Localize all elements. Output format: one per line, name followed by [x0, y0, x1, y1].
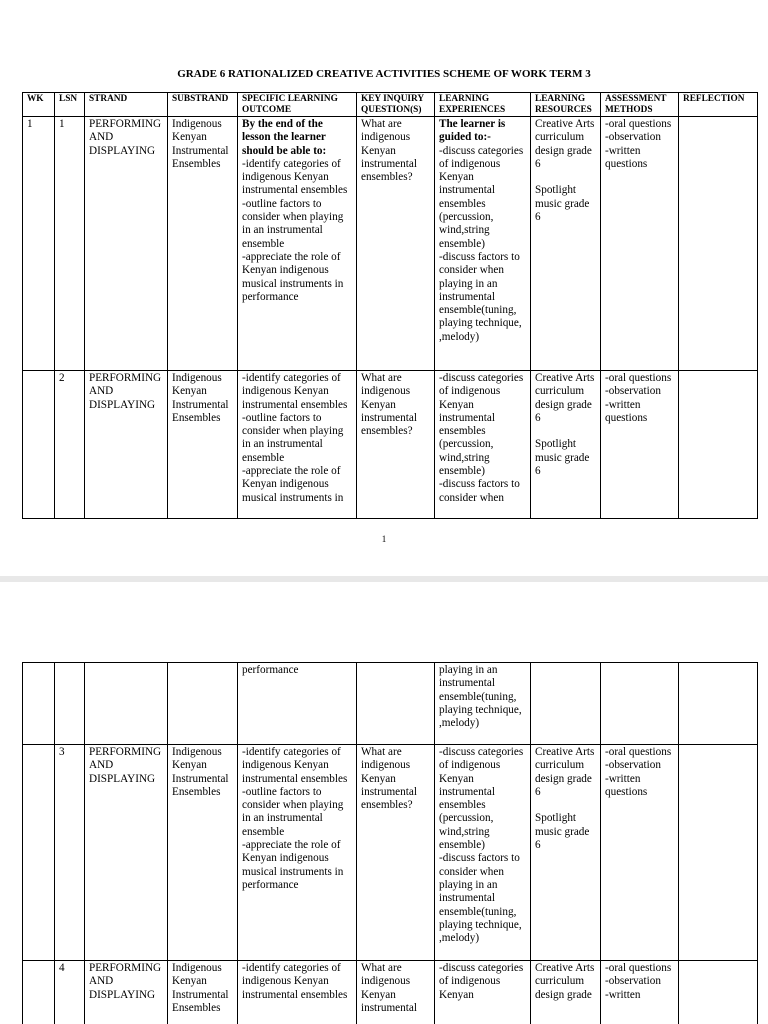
cell-key-inquiry-question: What are indigenous Kenyan instrumental ensembles?	[357, 371, 435, 519]
table-row	[23, 117, 758, 371]
cell-learning-experiences: -discuss categories of indigenous Kenyan instrumental ensembles (percussion, wind,string ensemble) -discuss factors to consider when playing in an instrumental ensemble(tuning, playing technique, ,melody)	[435, 745, 531, 961]
cell-substrand: Indigenous Kenyan Instrumental Ensembles	[168, 117, 238, 371]
cell-learning-experiences: playing in an instrumental ensemble(tuning, playing technique, ,melody)	[435, 663, 531, 745]
cell-reflection	[679, 961, 758, 1024]
table-row	[23, 371, 758, 519]
cell-specific-learning-outcome: -identify categories of indigenous Kenyan instrumental ensembles	[238, 961, 357, 1024]
cell-learning-resources	[531, 663, 601, 745]
cell-substrand: Indigenous Kenyan Instrumental Ensembles	[168, 371, 238, 519]
cell-assessment-methods: -oral questions -observation -written questions	[601, 117, 679, 371]
cell-substrand	[168, 663, 238, 745]
cell-substrand: Indigenous Kenyan Instrumental Ensembles	[168, 745, 238, 961]
cell-strand: PERFORMING AND DISPLAYING	[85, 961, 168, 1024]
cell-assessment-methods: -oral questions -observation -written questions	[601, 745, 679, 961]
page-number: 1	[381, 534, 387, 544]
cell-learning-resources: Creative Arts curriculum design grade 6 Spotlight music grade 6	[531, 117, 601, 371]
document-page-2	[0, 582, 768, 1024]
document-title: GRADE 6 RATIONALIZED CREATIVE ACTIVITIES SCHEME OF WORK TERM 3	[177, 68, 591, 80]
cell-reflection	[679, 117, 758, 371]
cell-learning-experiences: -discuss categories of indigenous Kenyan instrumental ensembles (percussion, wind,string ensemble) -discuss factors to consider when	[435, 371, 531, 519]
header-key-inquiry-question: KEY INQUIRY QUESTION(S)	[357, 93, 435, 117]
cell-specific-learning-outcome: performance	[238, 663, 357, 745]
scheme-of-work-table	[22, 92, 758, 519]
cell-lsn: 2	[55, 371, 85, 519]
cell-reflection	[679, 663, 758, 745]
cell-strand: PERFORMING AND DISPLAYING	[85, 117, 168, 371]
table-row	[23, 745, 758, 961]
le-intro: The learner is guided to:-	[439, 118, 506, 144]
cell-lsn: 3	[55, 745, 85, 961]
cell-lsn: 1	[55, 117, 85, 371]
le-text: -discuss categories of indigenous Kenyan instrumental ensembles (percussion, wind,string ensemble) -discuss factors to consider when playing in an instrumental ensemble(tuning, playing technique, ,melody)	[439, 144, 524, 343]
header-learning-resources: LEARNING RESOURCES	[531, 93, 601, 117]
cell-key-inquiry-question	[357, 663, 435, 745]
header-learning-experiences: LEARNING EXPERIENCES	[435, 93, 531, 117]
cell-reflection	[679, 371, 758, 519]
header-substrand: SUBSTRAND	[168, 93, 238, 117]
cell-specific-learning-outcome: -identify categories of indigenous Kenyan instrumental ensembles -outline factors to consider when playing in an instrumental ensemble -appreciate the role of Kenyan indigenous musical instruments in performance	[238, 745, 357, 961]
header-reflection: REFLECTION	[679, 93, 758, 117]
cell-specific-learning-outcome: -identify categories of indigenous Kenyan instrumental ensembles -outline factors to consider when playing in an instrumental ensemble -appreciate the role of Kenyan indigenous musical instruments in	[238, 371, 357, 519]
cell-learning-experiences	[435, 117, 531, 371]
table-header-row	[23, 93, 758, 117]
cell-wk	[23, 745, 55, 961]
header-wk: WK	[23, 93, 55, 117]
cell-lsn: 4	[55, 961, 85, 1024]
cell-assessment-methods: -oral questions -observation -written	[601, 961, 679, 1024]
cell-learning-experiences: -discuss categories of indigenous Kenyan	[435, 961, 531, 1024]
cell-learning-resources: Creative Arts curriculum design grade	[531, 961, 601, 1024]
cell-wk: 1	[23, 117, 55, 371]
cell-key-inquiry-question: What are indigenous Kenyan instrumental ensembles?	[357, 117, 435, 371]
cell-wk	[23, 371, 55, 519]
cell-learning-resources: Creative Arts curriculum design grade 6 Spotlight music grade 6	[531, 371, 601, 519]
table-row	[23, 961, 758, 1024]
cell-reflection	[679, 745, 758, 961]
scheme-of-work-table-continued	[22, 662, 758, 1024]
cell-strand: PERFORMING AND DISPLAYING	[85, 745, 168, 961]
slo-text: -identify categories of indigenous Kenyan instrumental ensembles -outline factors to consider when playing in an instrumental ensemble -appreciate the role of Kenyan indigenous musical instruments in performance	[242, 157, 348, 303]
header-specific-learning-outcome: SPECIFIC LEARNING OUTCOME	[238, 93, 357, 117]
cell-strand: PERFORMING AND DISPLAYING	[85, 371, 168, 519]
header-strand: STRAND	[85, 93, 168, 117]
cell-key-inquiry-question: What are indigenous Kenyan instrumental ensembles?	[357, 745, 435, 961]
cell-assessment-methods: -oral questions -observation -written questions	[601, 371, 679, 519]
cell-strand	[85, 663, 168, 745]
table-row-continuation	[23, 663, 758, 745]
header-lsn: LSN	[55, 93, 85, 117]
cell-substrand: Indigenous Kenyan Instrumental Ensembles	[168, 961, 238, 1024]
cell-specific-learning-outcome	[238, 117, 357, 371]
cell-wk	[23, 961, 55, 1024]
cell-wk	[23, 663, 55, 745]
cell-lsn	[55, 663, 85, 745]
header-assessment-methods: ASSESSMENT METHODS	[601, 93, 679, 117]
cell-learning-resources: Creative Arts curriculum design grade 6 Spotlight music grade 6	[531, 745, 601, 961]
slo-intro: By the end of the lesson the learner should be able to:	[242, 118, 327, 157]
cell-assessment-methods	[601, 663, 679, 745]
cell-key-inquiry-question: What are indigenous Kenyan instrumental	[357, 961, 435, 1024]
